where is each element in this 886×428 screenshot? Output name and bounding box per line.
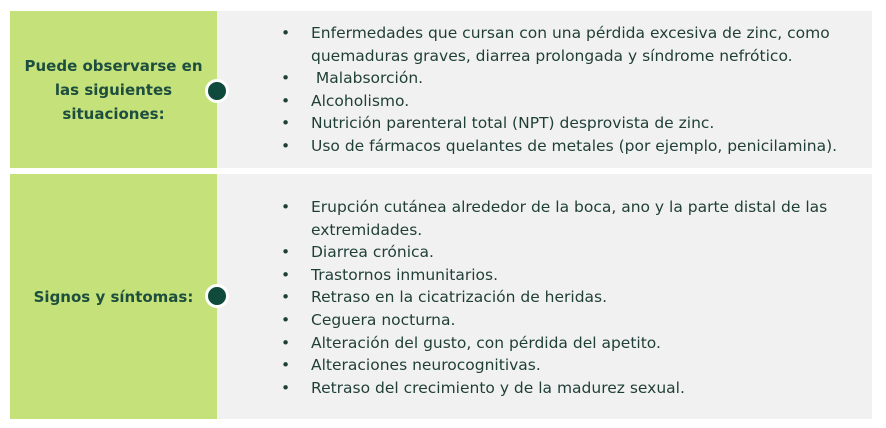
situations-row [10,11,872,168]
bullet-icon: • [281,198,291,216]
symptoms-label: Signos y síntomas: [33,287,194,306]
bullet-icon: • [281,310,291,329]
list-item [269,377,860,400]
bullet-icon: • [281,69,291,88]
bullet-icon: • [281,378,291,397]
list-item-text: Retraso en la cicatrización de heridas. [311,288,608,307]
list-item [269,264,860,287]
list-item [269,135,860,158]
list-item [269,241,860,264]
list-item-text: Diarrea crónica. [311,243,434,262]
symptoms-label-cell [10,174,217,419]
list-item [269,332,860,355]
symptoms-list [269,196,860,399]
list-item-text: Trastornos inmunitarios. [311,265,499,284]
connector-dot-icon [205,284,229,308]
bullet-icon: • [281,265,291,284]
list-item [269,196,860,241]
connector-dot-icon [205,79,229,103]
list-item [269,309,860,332]
bullet-icon: • [281,333,291,352]
list-item-text: Uso de fármacos quelantes de metales (por ejemplo, penicilamina). [311,136,838,155]
list-item [269,112,860,135]
list-item [269,22,860,67]
situations-label: Puede observarse en las siguientes situaciones: [24,56,203,123]
symptoms-content-cell [217,174,872,419]
bullet-icon: • [281,136,291,155]
list-item-text: Erupción cutánea alrededor de la boca, ano y la parte distal de las extremidades. [311,198,828,239]
symptoms-row [10,174,872,419]
list-item-text: Malabsorción. [311,69,424,88]
bullet-icon: • [281,114,291,133]
bullet-icon: • [281,288,291,307]
list-item [269,90,860,113]
list-item [269,67,860,90]
list-item-text: Alteraciones neurocognitivas. [311,356,541,375]
situations-content-cell [217,11,872,168]
list-item [269,286,860,309]
list-item-text: Ceguera nocturna. [311,310,456,329]
list-item-text: Alcoholismo. [311,91,410,110]
bullet-icon: • [281,91,291,110]
bullet-icon: • [281,356,291,375]
situations-label-cell [10,11,217,168]
list-item-text: Retraso del crecimiento y de la madurez sexual. [311,378,685,397]
situations-list [269,22,860,158]
list-item [269,354,860,377]
list-item-text: Alteración del gusto, con pérdida del apetito. [311,333,661,352]
bullet-icon: • [281,24,291,42]
list-item-text: Enfermedades que cursan con una pérdida excesiva de zinc, como quemaduras graves, diarrea prolongada y síndrome nefrótico. [311,24,830,65]
bullet-icon: • [281,243,291,262]
list-item-text: Nutrición parenteral total (NPT) desprovista de zinc. [311,114,715,133]
